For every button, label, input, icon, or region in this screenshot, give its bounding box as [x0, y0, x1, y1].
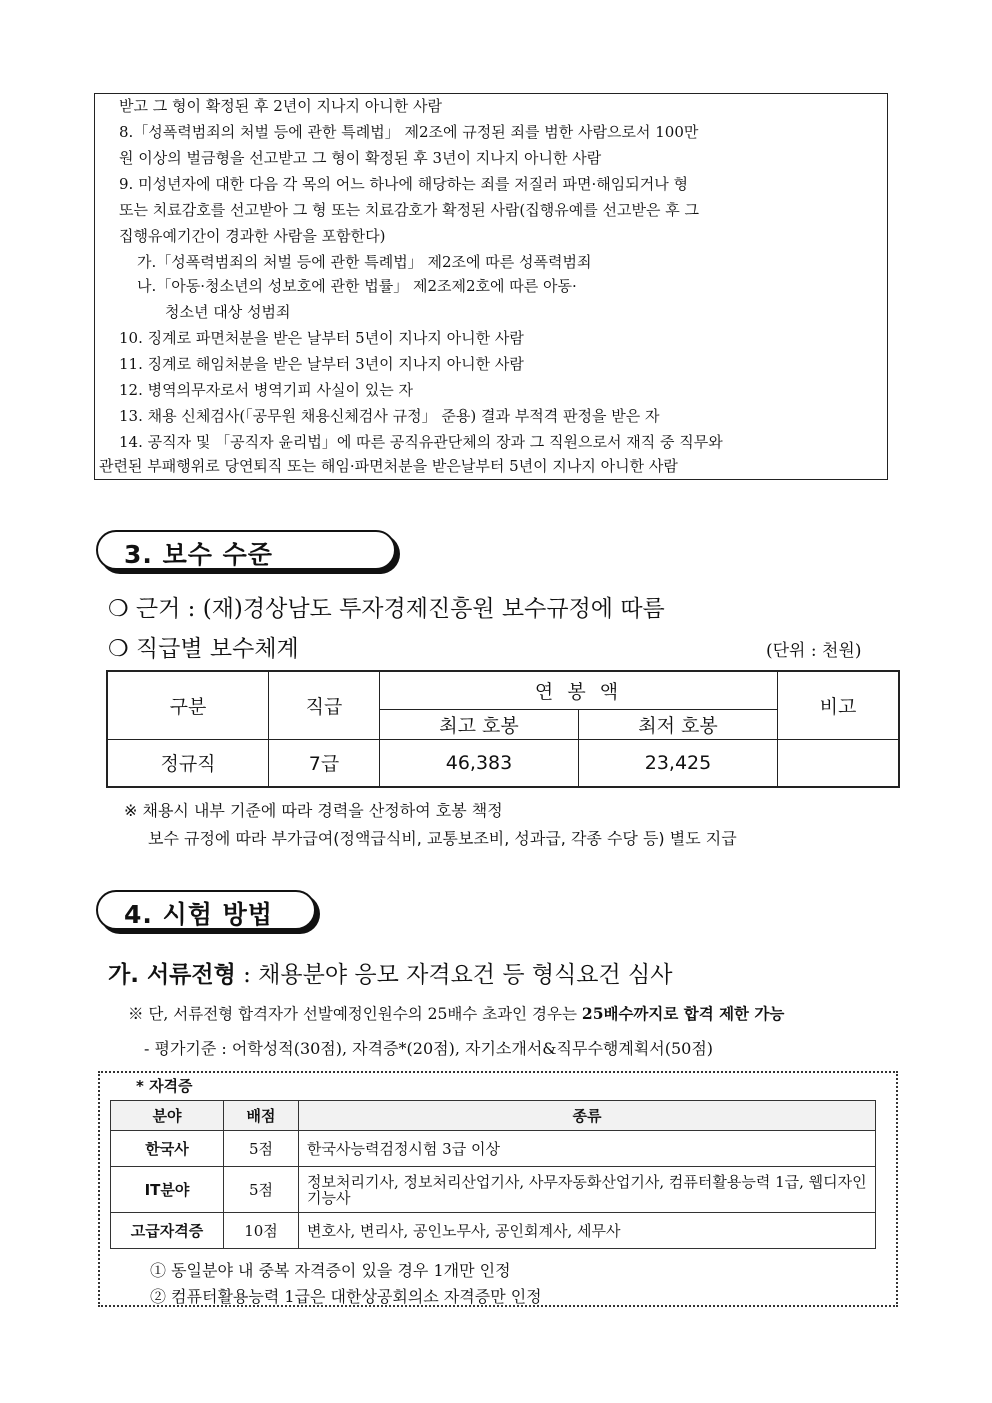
- disq-line: 청소년 대상 성범죄: [165, 303, 291, 321]
- salary-note-1: ※ 채용시 내부 기준에 따라 경력을 산정하여 호봉 책정: [124, 801, 503, 820]
- disqualification-box: [94, 93, 888, 480]
- salary-basis: ❍ 근거 : (재)경상남도 투자경제진흥원 보수규정에 따름: [108, 596, 665, 622]
- disq-line: 11. 징계로 해임처분을 받은 날부터 3년이 지나지 아니한 사람: [119, 355, 524, 373]
- cell-note: [778, 739, 900, 787]
- hdr-note: 비고: [778, 671, 900, 739]
- salary-table: [106, 670, 900, 788]
- cert-hdr-field: 분야: [111, 1101, 224, 1131]
- disq-line: 14. 공직자 및 「공직자 윤리법」에 따른 공직유관단체의 장과 그 직원으로서 재직 중 직무와: [119, 433, 723, 451]
- cell-grade: 7급: [269, 739, 380, 787]
- hdr-salary: 연 봉 액: [380, 671, 778, 709]
- hdr-max-step: 최고 호봉: [380, 709, 579, 739]
- table-row: [111, 1167, 876, 1213]
- cert-note-1: ① 동일분야 내 중복 자격증이 있을 경우 1개만 인정: [150, 1261, 511, 1280]
- certificate-title: * 자격증: [136, 1077, 193, 1095]
- section3-heading: [96, 530, 396, 570]
- screening-desc: : 채용분야 응모 자격요건 등 형식요건 심사: [235, 962, 673, 988]
- hdr-grade: 직급: [269, 671, 380, 739]
- table-row: [111, 1131, 876, 1167]
- limit-note-bold: 25배수까지로 합격 제한 가능: [581, 1004, 785, 1023]
- section3-title: 3. 보수 수준: [124, 540, 273, 569]
- disq-line: 원 이상의 벌금형을 선고받고 그 형이 확정된 후 3년이 지나지 아니한 사람: [119, 149, 602, 167]
- disq-line: 나.「아동·청소년의 성보호에 관한 법률」 제2조제2호에 따른 아동·: [137, 277, 577, 295]
- disq-line: 또는 치료감호를 선고받아 그 형 또는 치료감호가 확정된 사람(집행유예를 선고받은 후 그: [119, 201, 699, 219]
- disq-line: 10. 징계로 파면처분을 받은 날부터 5년이 지나지 아니한 사람: [119, 329, 524, 347]
- disq-line: 가.「성폭력범죄의 처벌 등에 관한 특례법」 제2조에 따른 성폭력범죄: [137, 253, 592, 271]
- cert-types: 변호사, 변리사, 공인노무사, 공인회계사, 세무사: [299, 1213, 876, 1249]
- cert-field: 고급자격증: [111, 1213, 224, 1249]
- salary-unit: (단위 : 천원): [766, 641, 862, 661]
- disq-line: 받고 그 형이 확정된 후 2년이 지나지 아니한 사람: [119, 97, 442, 115]
- cert-score: 5점: [224, 1131, 299, 1167]
- disq-line: 13. 채용 신체검사(「공무원 채용신체검사 규정」 준용) 결과 부적격 판정을 받은 자: [119, 407, 660, 425]
- cert-hdr-score: 배점: [224, 1101, 299, 1131]
- limit-note-text: ※ 단, 서류전형 합격자가 선발예정인원수의 25배수 초과인 경우는: [128, 1005, 582, 1023]
- certificate-table: [110, 1100, 876, 1249]
- disq-line: 9. 미성년자에 대한 다음 각 목의 어느 하나에 해당하는 죄를 저질러 파면·해임되거나 형: [119, 175, 688, 193]
- cert-types: 한국사능력검정시험 3급 이상: [299, 1131, 876, 1167]
- disq-line: 12. 병역의무자로서 병역기피 사실이 있는 자: [119, 381, 414, 399]
- section4-heading: [96, 890, 316, 930]
- hdr-category: 구분: [107, 671, 269, 739]
- screening-label: 가. 서류전형: [108, 962, 236, 988]
- section4-title: 4. 시험 방법: [124, 900, 273, 929]
- evaluation-criteria: - 평가기준 : 어학성적(30점), 자격증*(20점), 자기소개서&직무수행계획서(50점): [144, 1039, 714, 1058]
- cert-hdr-types: 종류: [299, 1101, 876, 1131]
- document-screening: [108, 956, 672, 989]
- salary-note-2: 보수 규정에 따라 부가급여(정액급식비, 교통보조비, 성과급, 각종 수당 등) 별도 지급: [148, 829, 737, 848]
- hdr-min-step: 최저 호봉: [579, 709, 778, 739]
- table-row: [111, 1213, 876, 1249]
- cell-category: 정규직: [107, 739, 269, 787]
- disq-line: 관련된 부패행위로 당연퇴직 또는 해임·파면처분을 받은날부터 5년이 지나지 아니한 사람: [99, 457, 678, 475]
- disq-line: 집행유예기간이 경과한 사람을 포함한다): [119, 227, 386, 245]
- cell-min: 23,425: [579, 739, 778, 787]
- cert-score: 10점: [224, 1213, 299, 1249]
- screening-limit-note: [128, 1002, 784, 1024]
- salary-system: ❍ 직급별 보수체계: [108, 636, 299, 662]
- cell-max: 46,383: [380, 739, 579, 787]
- cert-field: 한국사: [111, 1131, 224, 1167]
- cert-types: 정보처리기사, 정보처리산업기사, 사무자동화산업기사, 컴퓨터활용능력 1급, 웹디자인기능사: [299, 1167, 876, 1213]
- cert-field: IT분야: [111, 1167, 224, 1213]
- disq-line: 8.「성폭력범죄의 처벌 등에 관한 특례법」 제2조에 규정된 죄를 범한 사람으로서 100만: [119, 123, 699, 141]
- cert-note-2: ② 컴퓨터활용능력 1급은 대한상공회의소 자격증만 인정: [150, 1287, 542, 1306]
- cert-score: 5점: [224, 1167, 299, 1213]
